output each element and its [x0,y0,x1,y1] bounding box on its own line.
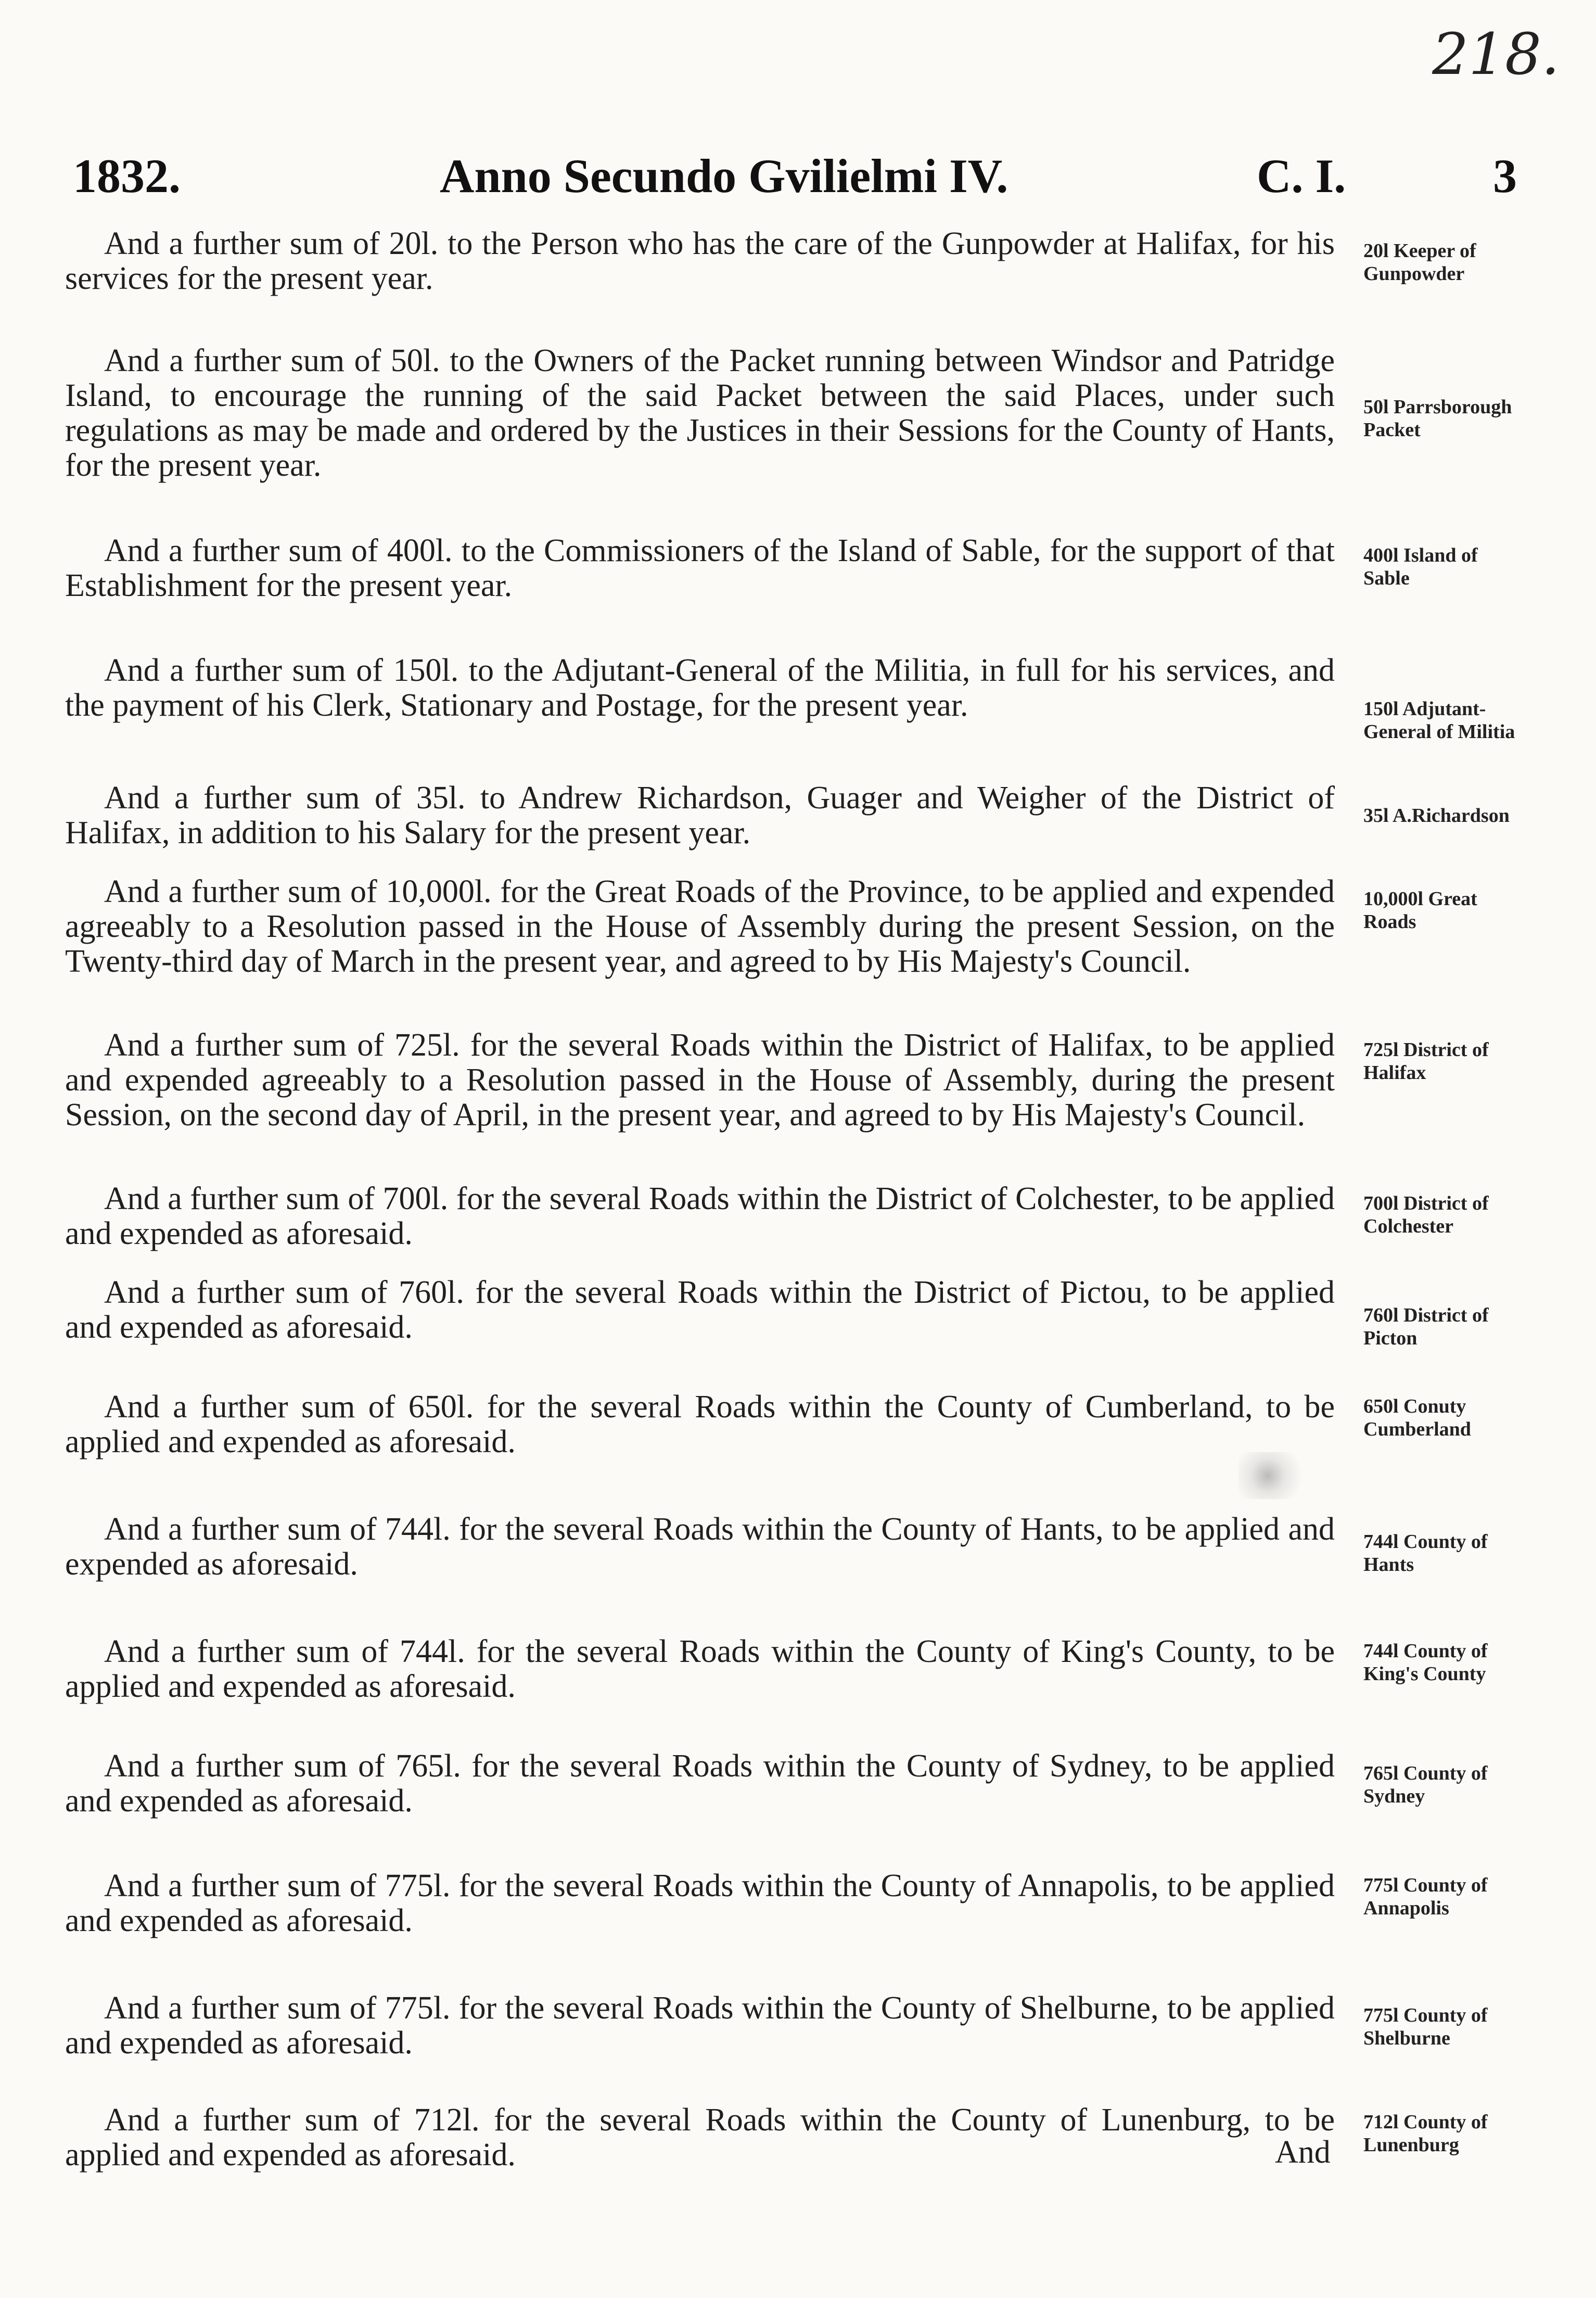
margin-note-island-sable: 400l Island of Sable [1363,544,1478,589]
margin-note-packet: 50l Parrsborough Packet [1363,396,1512,441]
paragraph-adjutant-general: And a further sum of 150l. to the Adjutant-General of the Militia, in full for his services, and the payment of his Clerk, Stationary and Postage, for the present year. [65,653,1335,723]
paragraph-sydney: And a further sum of 765l. for the several Roads within the County of Sydney, to be applied and expended as aforesaid. [65,1748,1335,1819]
margin-note-cumberland: 650l Conuty Cumberland [1363,1395,1471,1440]
margin-note-hants: 744l County of Hants [1363,1531,1488,1576]
margin-note-shelburne: 775l County of Shelburne [1363,2004,1488,2049]
paragraph-colchester: And a further sum of 700l. for the several Roads within the District of Colchester, to be applied and expended as aforesaid. [65,1181,1335,1251]
paragraph-pictou: And a further sum of 760l. for the several Roads within the District of Pictou, to be applied and expended as aforesaid. [65,1275,1335,1345]
header-page-number: 3 [1493,149,1517,202]
paragraph-annapolis: And a further sum of 775l. for the several Roads within the County of Annapolis, to be applied and expended as aforesaid. [65,1868,1335,1938]
header-chapter: C. I. [1257,149,1346,202]
paragraph-great-roads: And a further sum of 10,000l. for the Great Roads of the Province, to be applied and expended agreeably to a Resolution passed in the House of Assembly during the present Session, on the Twenty-third day of March in the present year, and agreed to by His Majesty's Council. [65,874,1335,979]
catchword: And [1275,2135,1331,2170]
page-header [73,148,1517,211]
paragraph-cumberland: And a further sum of 650l. for the several Roads within the County of Cumberland, to be applied and expended as aforesaid. [65,1389,1335,1459]
paragraph-packet: And a further sum of 50l. to the Owners of the Packet running between Windsor and Patridge Island, to encourage the running of the said Packet between the said Places, under such regulations as may be made and ordered by the Justices in their Sessions for the County of Hants, for the present year. [65,343,1335,483]
paragraph-lunenburg: And a further sum of 712l. for the several Roads within the County of Lunenburg, to be applied and expended as aforesaid. [65,2102,1335,2173]
margin-note-adjutant-general: 150l Adjutant-General of Militia [1363,698,1515,743]
paragraph-district-halifax: And a further sum of 725l. for the several Roads within the District of Halifax, to be applied and expended agreeably to a Resolution passed in the House of Assembly, during the present Session, on the second day of April, in the present year, and agreed to by His Majesty's Council. [65,1027,1335,1133]
margin-note-district-halifax: 725l District of Halifax [1363,1039,1489,1084]
margin-note-richardson: 35l A.Richardson [1363,805,1510,827]
header-year: 1832. [73,149,181,202]
paragraph-hants: And a further sum of 744l. for the several Roads within the County of Hants, to be applied and expended as aforesaid. [65,1512,1335,1582]
margin-note-pictou: 760l District of Picton [1363,1304,1489,1349]
margin-note-great-roads: 10,000l Great Roads [1363,888,1477,933]
paragraph-kings-county: And a further sum of 744l. for the several Roads within the County of King's County, to be applied and expended as aforesaid. [65,1634,1335,1704]
margin-note-annapolis: 775l County of Annapolis [1363,1874,1488,1919]
margin-note-lunenburg: 712l County of Lunenburg [1363,2111,1488,2156]
header-title: Anno Secundo Gvilielmi IV. [440,149,1008,202]
paragraph-shelburne: And a further sum of 775l. for the several Roads within the County of Shelburne, to be applied and expended as aforesaid. [65,1990,1335,2061]
paragraph-island-sable: And a further sum of 400l. to the Commissioners of the Island of Sable, for the support of that Establishment for the present year. [65,533,1335,603]
margin-note-kings-county: 744l County of King's County [1363,1640,1488,1685]
ink-blot [1239,1452,1311,1499]
margin-note-keeper-gunpowder: 20l Keeper of Gunpowder [1363,240,1476,285]
margin-note-sydney: 765l County of Sydney [1363,1762,1488,1807]
margin-note-colchester: 700l District of Colchester [1363,1192,1489,1237]
paragraph-keeper-gunpowder: And a further sum of 20l. to the Person who has the care of the Gunpowder at Halifax, for his services for the present year. [65,226,1335,296]
folio-number: 218. [1432,21,1560,87]
paragraph-richardson: And a further sum of 35l. to Andrew Richardson, Guager and Weigher of the District of Halifax, in addition to his Salary for the present year. [65,780,1335,850]
